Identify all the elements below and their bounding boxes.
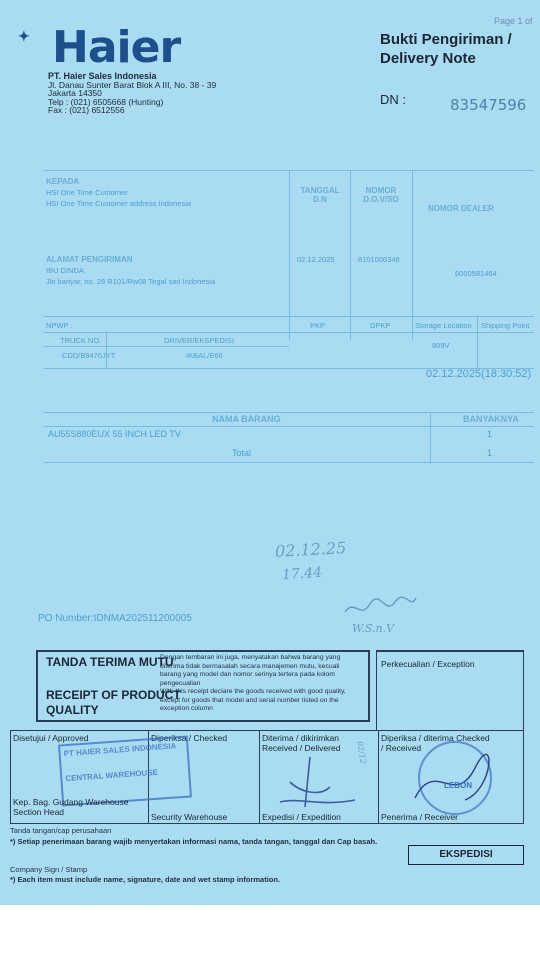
items-top-line [44, 412, 534, 413]
expedition-signature-icon [270, 752, 360, 812]
sig-vline-2 [259, 730, 260, 823]
dealer-value: 6000581464 [455, 269, 497, 278]
nomor-dealer-label: NOMOR DEALER [428, 204, 494, 213]
company-fax: Fax : (021) 6512556 [48, 105, 125, 115]
dovso-value: 8101000348 [358, 255, 400, 264]
kepada-block [46, 176, 191, 209]
driver-value: IKBAL/E66 [186, 351, 223, 360]
npwp-label: NPWP : [46, 321, 73, 330]
dovso-label: D.O.V/SO [363, 195, 399, 204]
receipt-right-line [368, 650, 370, 720]
nomor-label-block [355, 186, 407, 204]
sig-expedition-label: Expedisi / Expedition [262, 812, 341, 822]
sig-approved-label: Disetujui / Approved [13, 733, 89, 743]
exception-top-line [376, 650, 524, 652]
print-timestamp: 02.12.2025(18:30:52) [426, 368, 532, 380]
stamp-warehouse: CENTRAL WAREHOUSE [65, 767, 159, 784]
sig-receiver-label: Penerima / Receiver [381, 812, 459, 822]
company-telp: Telp : (021) 6505668 (Hunting) [48, 96, 164, 107]
company-block [48, 72, 216, 115]
items-vline [430, 412, 431, 464]
handwritten-date: 02.12.25 [274, 538, 347, 561]
tanggal-label: TANGGAL [300, 186, 340, 195]
driver-label: DRIVER/EKSPEDISI [164, 336, 235, 345]
sig-vline-0 [10, 730, 11, 823]
logo-mark-icon: ✦ [18, 28, 30, 44]
receiver-stamp-icon [405, 738, 501, 820]
customer-name: HSI One Time Customer [46, 188, 128, 197]
company-name: PT. Haier Sales Indonesia [48, 71, 157, 81]
stamp-company: PT HAIER SALES INDONESIA [63, 741, 177, 759]
tanda-title: TANDA TERIMA MUTU [46, 655, 174, 669]
sig-top-line [10, 730, 524, 731]
tanda-text: Dengan tembaran ini juga, menyatakan bahwa barang yang diterima tidak bermasalah secara manajemen mutu, kecuali barang yang model dan nomor serinya tertera pada kolom pengecualian [160, 654, 341, 687]
table-vline-2 [350, 170, 351, 340]
tanggal-label-block [298, 186, 342, 204]
nomor-label: NOMOR [365, 186, 397, 195]
truck-label: TRUCK NO. [60, 336, 102, 345]
po-number: PO Number:IDNMA202511200005 [38, 613, 192, 624]
sig-security-label: Security Warehouse [151, 812, 228, 822]
dn-number: 83547596 [450, 96, 527, 114]
table-truck-line [44, 332, 534, 333]
table-vline-1 [289, 170, 290, 340]
sig-vline-4 [523, 730, 524, 823]
customer-address: HSI One Time Customer address Indonesia [46, 199, 192, 208]
date-value: 02.12.2025 [297, 255, 335, 264]
sig-vline-3 [378, 730, 379, 823]
items-col-qty: BANYAKNYA [463, 414, 519, 424]
items-header-line [44, 426, 534, 427]
document-title [380, 30, 512, 68]
handwritten-name: W.S.n.V [352, 622, 395, 635]
receipt-title-2: QUALITY [46, 703, 99, 717]
receipt-left-line [36, 650, 38, 720]
storage-value: 809V [432, 341, 450, 350]
pkp-label: PKP [310, 321, 326, 330]
truck-value: CDD/B9476JYT [62, 351, 116, 360]
sig-checked-received-label: Diperiksa / diterima Checked / Received [381, 733, 490, 753]
company-logo: Haier [52, 22, 181, 73]
sig-bottom-line [10, 823, 524, 824]
exception-right-line [523, 650, 524, 730]
sig-checked-label: Diperiksa / Checked [151, 733, 228, 743]
items-total-label: Total [232, 448, 252, 458]
dpkp-label: DPKP [370, 321, 391, 330]
alamat-label: ALAMAT PENGIRIMAN [46, 255, 133, 264]
alamat-block [46, 254, 215, 287]
title-line2: Delivery Note [380, 50, 476, 67]
table-truck-sub-line [44, 346, 289, 347]
warehouse-stamp [58, 736, 192, 807]
sig-date: 02/12 [355, 740, 368, 765]
company-address-line2: Jakarta 14350 [48, 88, 102, 98]
handwritten-time: 17.44 [281, 564, 323, 584]
item-row-qty: 1 [487, 429, 493, 439]
table-npwp-line [44, 316, 534, 317]
sig-warehouse-head-label: Kep. Bag. Gudang Warehouse Section Head [13, 797, 129, 817]
item-row-name: AU55S880EUX 55 INCH LED TV [48, 429, 181, 439]
footer-company-sign-en: Company Sign / Stamp [10, 865, 88, 874]
table-vline-4 [477, 316, 478, 368]
footer-note-id: *) Setiap penerimaan barang wajib menyertakan informasi nama, tanda tangan, tanggal dan Cap basah. [10, 837, 378, 846]
footer-note-en: *) Each item must include name, signature, date and wet stamp information. [10, 875, 281, 884]
receipt-top-line [36, 650, 370, 652]
shipping-label: Shipping Point [481, 321, 530, 330]
receipt-bottom-line [36, 720, 370, 722]
table-vline-3 [412, 170, 413, 340]
copy-label-box: EKSPEDISI [408, 845, 524, 865]
recipient-address: Jln banyar, no. 28 R101/Rw08 Tegal sari Indonesia [46, 277, 216, 286]
exception-label: Perkecualian / Exception [381, 659, 475, 669]
dn-label: DN : [380, 92, 406, 107]
receiver-stamp-text: LEBON [444, 781, 472, 790]
items-total-qty: 1 [487, 448, 493, 458]
items-col-name: NAMA BARANG [212, 414, 281, 424]
footer-company-sign-id: Tanda tangan/cap perusahaan [10, 826, 112, 835]
kepada-label: KEPADA [46, 177, 80, 186]
dn-col-label: D.N [313, 195, 327, 204]
sig-received-delivered-label: Diterima / dikirimkan Received / Delivered [262, 733, 341, 753]
items-bottom-line [44, 462, 534, 463]
receipt-text: With this receipt declare the goods received with good quality, except for goods that model and serial number listed on the exception column [160, 688, 346, 713]
title-line1: Bukti Pengiriman / [380, 31, 512, 48]
recipient-name: IBU DINDA [46, 266, 84, 275]
exception-left-line [376, 650, 377, 730]
receipt-title-1: RECEIPT OF PRODUCT [46, 688, 181, 702]
storage-label: Storage Location [415, 321, 472, 330]
company-address-line1: Jl. Danau Sunter Barat Blok A III, No. 38 - 39 [48, 79, 217, 90]
page-number: Page 1 of [494, 16, 533, 26]
